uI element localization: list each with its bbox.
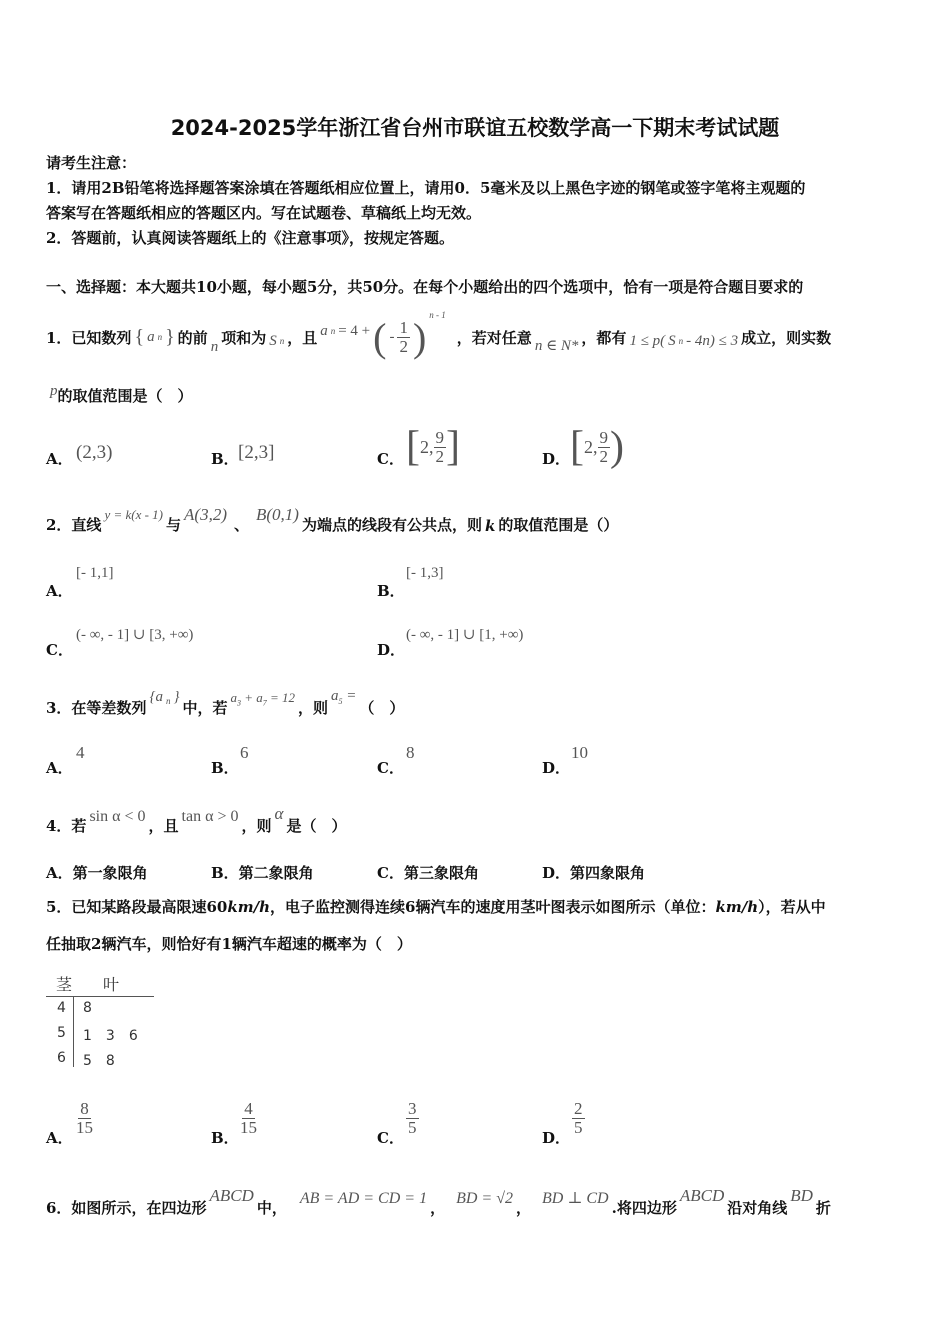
q2-option-c-value: (- ∞, - 1] ∪ [3, +∞) (76, 627, 194, 643)
stem-value: 5 (57, 1025, 66, 1041)
question-4-stem: 4．若 sin α < 0 ，且 tan α > 0 ，则 α 是（ ） (46, 804, 347, 835)
question-2-stem: 2．直线 y = k(x - 1) 与 A(3,2) 、 B(0,1) 为端点的线段有公共点，则 k 的取值范围是（） (46, 505, 619, 535)
q4-option-b[interactable]: B．第二象限角 (211, 864, 314, 882)
leaf-values: 5 8 (83, 1053, 115, 1069)
notice-item-1: 1．请用2B铅笔将选择题答案涂填在答题纸相应位置上，请用0．5毫米及以上黑色字迹的钢笔或签字笔将主观题的 (46, 179, 806, 197)
q3-option-a-value: 4 (76, 743, 85, 762)
question-1-stem: 1．已知数列 { a n } 的前 n 项和为 S $_n$ ，且 a $_n$ = 4 + ( - $\frac{1}{2}$ ) n - 1 ，若对任意 n ∈ N* ，都有 1 ≤ p( S $_n$ - 4n) ≤ 3 成立，则实数 (46, 310, 832, 360)
q3-option-d[interactable]: D． (542, 759, 571, 777)
notice-item-2: 2．答题前，认真阅读答题纸上的《注意事项》，按规定答题。 (46, 229, 454, 247)
q1-option-a-value: (2,3) (76, 442, 113, 463)
page-title: 2024-2025学年浙江省台州市联谊五校数学高一下期末考试试题 (170, 116, 780, 140)
q2-option-a-value: [- 1,1] (76, 565, 114, 581)
q2-option-d-value: (- ∞, - 1] ∪ [1, +∞) (406, 627, 524, 643)
q5-option-d-value: $\frac{2}{5}$ (574, 1099, 583, 1137)
stem-leaf-hline (46, 996, 154, 997)
q5-option-c[interactable]: C． (377, 1129, 404, 1147)
q2-option-a[interactable]: A． (46, 582, 73, 600)
leaf-values: 1 3 6 (83, 1028, 138, 1044)
q5-option-a[interactable]: A． (46, 1129, 73, 1147)
q1-option-c-value: [ 2, $\frac{9}{2}$ ] (406, 424, 460, 470)
q3-option-c[interactable]: C． (377, 759, 404, 777)
stem-header: 茎 (56, 975, 73, 994)
stem-value: 4 (57, 1000, 66, 1016)
q4-option-c[interactable]: C．第三象限角 (377, 864, 479, 882)
q2-option-b-value: [- 1,3] (406, 565, 444, 581)
q3-option-b-value: 6 (240, 743, 249, 762)
q1-option-a[interactable]: A． (46, 450, 73, 468)
q1-stem-cont: p的取值范围是（ ） (50, 383, 193, 405)
q1-option-d[interactable]: D． (542, 450, 571, 468)
q1-options (46, 422, 666, 472)
q4-option-a[interactable]: A．第一象限角 (46, 864, 148, 882)
q4-option-d[interactable]: D．第四象限角 (542, 864, 646, 882)
q1-option-b[interactable]: B． (211, 450, 239, 468)
notice-item-1-cont: 答案写在答题纸相应的答题区内。写在试题卷、草稿纸上均无效。 (46, 204, 482, 222)
q1-option-c[interactable]: C． (377, 450, 404, 468)
q1-half: $\frac{1}{2}$ (399, 317, 408, 356)
q3-option-a[interactable]: A． (46, 759, 73, 777)
q2-option-c[interactable]: C． (46, 641, 73, 659)
q1-seq: a (147, 328, 155, 345)
q5-option-b-value: $\frac{4}{15}$ (240, 1099, 257, 1137)
question-6-stem: 6．如图所示，在四边形 ABCD 中， AB = AD = CD = 1 ， BD = √2 ， BD ⊥ CD .将四边形 ABCD 沿对角线 BD 折 (46, 1186, 831, 1217)
leaf-values: 8 (83, 1000, 92, 1016)
stem-leaf-vline (73, 997, 74, 1067)
stem-value: 6 (57, 1050, 66, 1066)
q1-option-b-value: [2,3] (238, 442, 275, 463)
q1-option-d-value: [ 2, $\frac{9}{2}$ ) (570, 424, 624, 470)
q5-option-a-value: $\frac{8}{15}$ (76, 1099, 93, 1137)
section-heading: 一、选择题：本大题共10小题，每小题5分，共50分。在每个小题给出的四个选项中，恰有一项是符合题目要求的 (46, 278, 804, 296)
leaf-header: 叶 (103, 975, 120, 994)
question-5-stem-cont: 任抽取2辆汽车，则恰好有1辆汽车超速的概率为（ ） (46, 935, 412, 953)
q2-option-b[interactable]: B． (377, 582, 405, 600)
q3-option-d-value: 10 (571, 743, 588, 762)
q1-num: 1．已知数列 (46, 328, 132, 347)
question-3-stem: 3．在等差数列 {a $_n$ } 中，若 $a_3 + a_7 = 12$ ，则 $a_5$ = （ ） (46, 688, 405, 717)
q3-option-c-value: 8 (406, 743, 415, 762)
q3-option-b[interactable]: B． (211, 759, 239, 777)
q5-option-c-value: $\frac{3}{5}$ (408, 1099, 417, 1137)
notice-heading: 请考生注意： (46, 154, 137, 172)
question-5-stem: 5．已知某路段最高限速60km/h，电子监控测得连续6辆汽车的速度用茎叶图表示如图所示（单位：km/h），若从中 (46, 898, 826, 916)
q5-option-b[interactable]: B． (211, 1129, 239, 1147)
q2-option-d[interactable]: D． (377, 641, 406, 659)
q5-option-d[interactable]: D． (542, 1129, 571, 1147)
